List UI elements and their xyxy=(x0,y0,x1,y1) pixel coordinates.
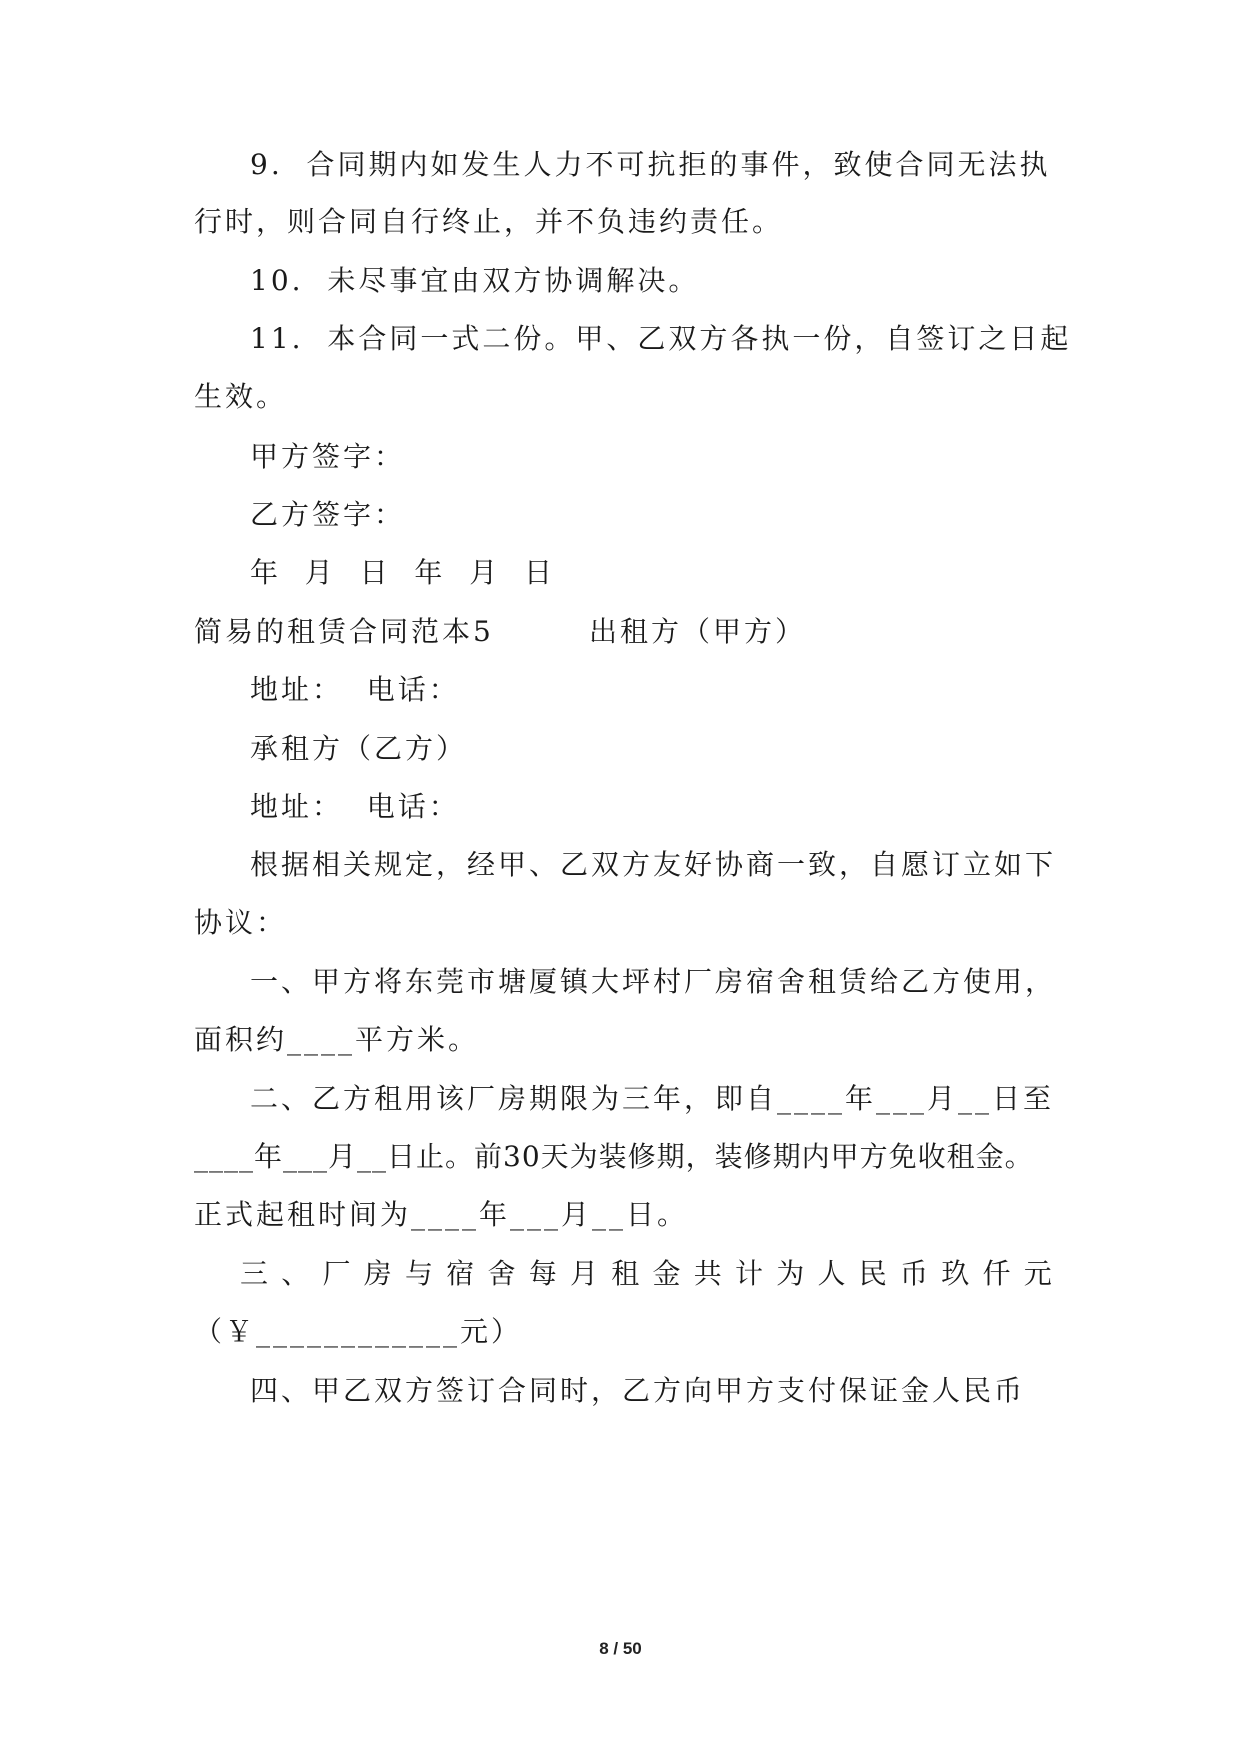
justified-char: 币 xyxy=(900,1257,929,1290)
justified-char: 元 xyxy=(1023,1257,1052,1290)
article-3-line-1 xyxy=(240,1254,1052,1294)
lessee-label: 承租方（乙方） xyxy=(250,732,468,765)
preamble-line-2: 协议： xyxy=(194,906,288,939)
justified-char: 宿 xyxy=(446,1257,475,1290)
signature-dates: 年 月 日 年 月 日 xyxy=(250,556,556,589)
article-1-line-2: 面积约____平方米。 xyxy=(194,1023,480,1056)
justified-char: 每 xyxy=(528,1257,557,1290)
article-3-line-2: （￥____________元） xyxy=(194,1315,523,1348)
contract-5-heading: 简易的租赁合同范本5 出租方（甲方） xyxy=(194,615,807,648)
clause-11-line-2: 生效。 xyxy=(194,380,288,413)
party-a-signature: 甲方签字： xyxy=(250,440,406,473)
justified-char: 三 xyxy=(240,1257,269,1290)
clause-10: 10. 未尽事宜由双方协调解决。 xyxy=(250,264,700,297)
clause-11-line-1: 11. 本合同一式二份。甲、乙双方各执一份，自签订之日起 xyxy=(250,322,1072,355)
preamble-line-1: 根据相关规定，经甲、乙双方友好协商一致，自愿订立如下 xyxy=(250,848,1057,881)
justified-char: 为 xyxy=(776,1257,805,1290)
clause-9-line-2: 行时，则合同自行终止，并不负违约责任。 xyxy=(194,205,784,238)
justified-char: 与 xyxy=(405,1257,434,1290)
justified-char: 金 xyxy=(652,1257,681,1290)
justified-char: 仟 xyxy=(982,1257,1011,1290)
lessor-address-phone: 地址： 电话： xyxy=(250,673,460,706)
justified-char: 月 xyxy=(570,1257,599,1290)
article-2-line-1: 二、乙方租用该厂房期限为三年，即自____年___月__日至 xyxy=(250,1082,1055,1115)
justified-char: 人 xyxy=(817,1257,846,1290)
justified-char: 房 xyxy=(363,1257,392,1290)
justified-char: 租 xyxy=(611,1257,640,1290)
justified-char: 舍 xyxy=(487,1257,516,1290)
page-number: 8 / 50 xyxy=(599,1639,642,1658)
article-1-line-1: 一、甲方将东莞市塘厦镇大坪村厂房宿舍租赁给乙方使用， xyxy=(250,965,1057,998)
lessee-address-phone: 地址： 电话： xyxy=(250,790,460,823)
article-4-line-1: 四、甲乙双方签订合同时，乙方向甲方支付保证金人民币 xyxy=(250,1374,1026,1407)
justified-char: 民 xyxy=(858,1257,887,1290)
justified-char: 、 xyxy=(281,1257,310,1290)
article-2-line-3: 正式起租时间为____年___月__日。 xyxy=(194,1198,689,1231)
justified-char: 玖 xyxy=(941,1257,970,1290)
justified-char: 计 xyxy=(735,1257,764,1290)
article-2-line-2: ____年___月__日止。前30天为装修期，装修期内甲方免收租金。 xyxy=(194,1140,1034,1173)
justified-char: 共 xyxy=(693,1257,722,1290)
justified-char: 厂 xyxy=(322,1257,351,1290)
clause-9-line-1: 9. 合同期内如发生人力不可抗拒的事件，致使合同无法执 xyxy=(250,148,1051,181)
party-b-signature: 乙方签字： xyxy=(250,498,406,531)
